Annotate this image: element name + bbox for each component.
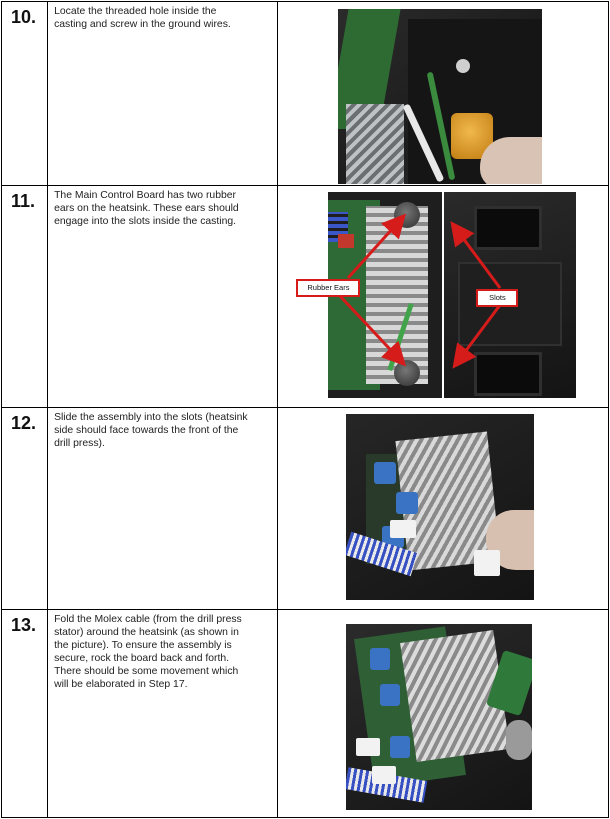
molex-cable-folded-photo bbox=[346, 624, 532, 810]
blue-capacitor bbox=[374, 462, 396, 484]
instruction-line: Slide the assembly into the slots (heatsink bbox=[54, 412, 248, 423]
instruction-line: Locate the threaded hole inside the bbox=[54, 6, 217, 17]
instruction-line: will be elaborated in Step 17. bbox=[54, 679, 188, 690]
step-number-cell bbox=[2, 186, 48, 408]
red-component bbox=[338, 234, 354, 248]
instruction-line: The Main Control Board has two rubber bbox=[54, 190, 236, 201]
step-number-cell bbox=[2, 2, 48, 186]
slot-bottom bbox=[474, 352, 542, 396]
instruction-line: There should be some movement which bbox=[54, 666, 239, 677]
step-instruction bbox=[48, 408, 277, 450]
slide-assembly-photo bbox=[346, 414, 534, 600]
instruction-line: ears on the heatsink. These ears should bbox=[54, 203, 239, 214]
molex-connector bbox=[390, 520, 416, 538]
step-row-11 bbox=[2, 186, 609, 408]
step-number: 13. bbox=[11, 615, 37, 635]
blue-capacitor bbox=[380, 684, 400, 706]
step-instruction bbox=[48, 2, 277, 31]
drill-press-part bbox=[506, 720, 532, 760]
step-text-cell bbox=[48, 186, 278, 408]
step-number: 12. bbox=[11, 413, 37, 433]
molex-connector bbox=[372, 766, 396, 784]
step-number: 11. bbox=[11, 191, 36, 211]
step-photo-cell bbox=[278, 2, 609, 186]
heatsink bbox=[346, 104, 404, 184]
molex-connector bbox=[474, 550, 500, 576]
callout-slots: Slots bbox=[476, 289, 518, 307]
heatsink bbox=[366, 206, 428, 384]
instruction-line: side should face towards the front of the bbox=[54, 425, 239, 436]
step-photo-cell bbox=[278, 186, 609, 408]
instruction-line: Fold the Molex cable (from the drill press bbox=[54, 614, 242, 625]
molex-connector bbox=[356, 738, 380, 756]
slot-top bbox=[474, 206, 542, 250]
step-row-10 bbox=[2, 2, 609, 186]
callout-rubber-ears: Rubber Ears bbox=[296, 279, 360, 297]
step-number: 10. bbox=[11, 7, 37, 27]
step-row-13 bbox=[2, 610, 609, 818]
step-text-cell bbox=[48, 408, 278, 610]
step-number-cell bbox=[2, 610, 48, 818]
instruction-line: the picture). To ensure the assembly is bbox=[54, 640, 232, 651]
blue-capacitor bbox=[390, 736, 410, 758]
instruction-line: secure, rock the board back and forth. bbox=[54, 653, 230, 664]
blue-capacitor bbox=[370, 648, 390, 670]
step-instruction bbox=[48, 610, 277, 691]
blue-capacitor bbox=[396, 492, 418, 514]
step-photo-cell bbox=[278, 610, 609, 818]
hand bbox=[480, 137, 542, 184]
step-number-cell bbox=[2, 408, 48, 610]
step-text-cell bbox=[48, 2, 278, 186]
step-instruction bbox=[48, 186, 277, 228]
step-photo-cell bbox=[278, 408, 609, 610]
instruction-steps-table bbox=[1, 1, 609, 818]
instruction-line: casting and screw in the ground wires. bbox=[54, 19, 231, 30]
ground-wire-screw-photo bbox=[338, 9, 542, 184]
instruction-line: drill press). bbox=[54, 438, 105, 449]
step-row-12 bbox=[2, 408, 609, 610]
instruction-line: engage into the slots inside the casting. bbox=[54, 216, 237, 227]
instruction-line: stator) around the heatsink (as shown in bbox=[54, 627, 239, 638]
step-text-cell bbox=[48, 610, 278, 818]
